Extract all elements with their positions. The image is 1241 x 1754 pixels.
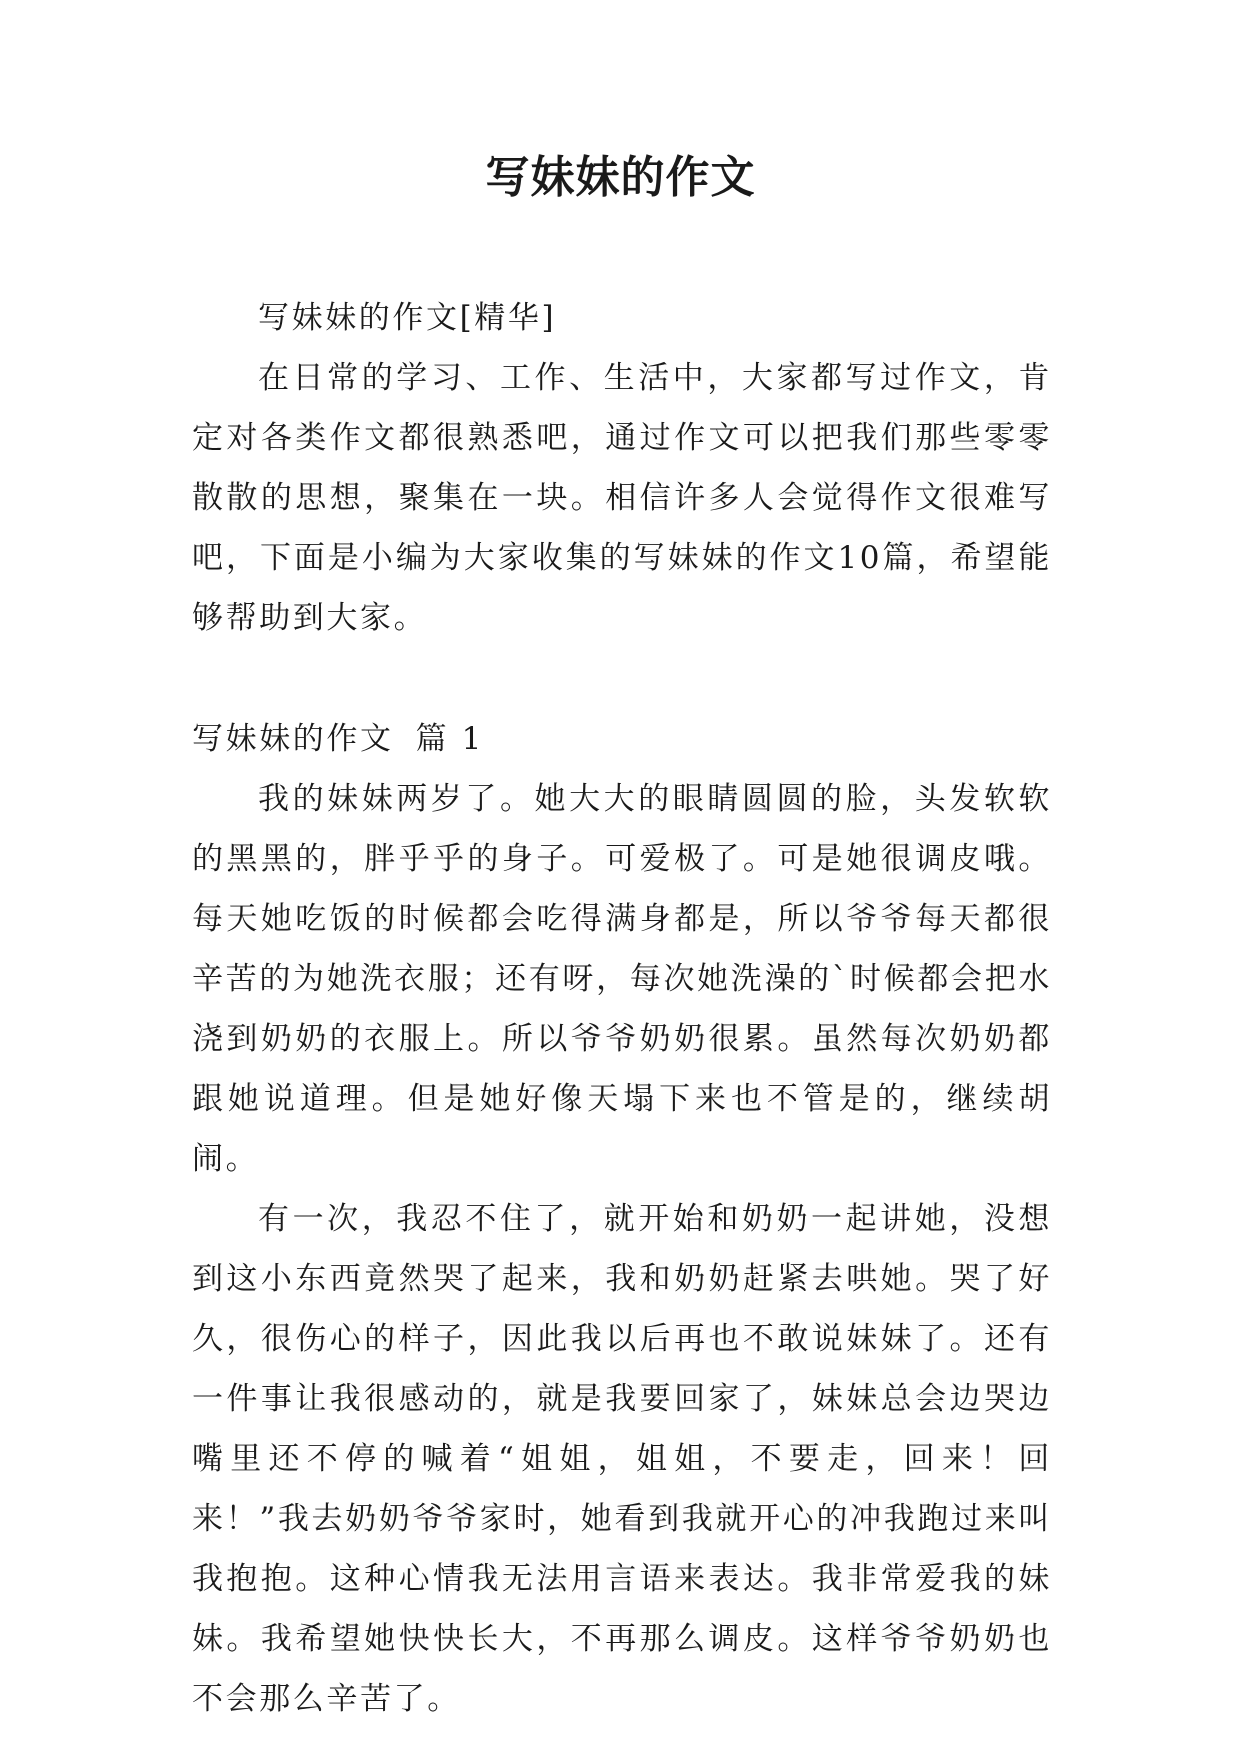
intro-paragraph: 在日常的学习、工作、生活中，大家都写过作文，肯定对各类作文都很熟悉吧，通过作文可以把我们那些零零散散的思想，聚集在一块。相信许多人会觉得作文很难写吧，下面是小编为大家收集的写妹妹的作文10篇，希望能够帮助到大家。 <box>192 360 1052 636</box>
section-heading <box>192 709 1052 769</box>
section-paragraph-2: 有一次，我忍不住了，就开始和奶奶一起讲她，没想到这小东西竟然哭了起来，我和奶奶赶紧去哄她。哭了好久，很伤心的样子，因此我以后再也不敢说妹妹了。还有一件事让我很感动的，就是我要回家了，妹妹总会边哭边嘴里还不停的喊着“姐姐，姐姐，不要走，回来！回来！”我去奶奶爷爷家时，她看到我就开心的冲我跑过来叫我抱抱。这种心情我无法用言语来表达。我非常爱我的妹妹。我希望她快快长大，不再那么调皮。这样爷爷奶奶也不会那么辛苦了。 <box>192 1201 1052 1717</box>
section-heading-title: 写妹妹的作文 <box>192 721 394 757</box>
document-body <box>192 288 1052 1729</box>
document-subtitle: 写妹妹的作文[精华] <box>258 300 557 336</box>
document-title: 写妹妹的作文 <box>485 152 756 203</box>
section-heading-label: 篇 1 <box>415 721 484 757</box>
section-paragraph-1: 我的妹妹两岁了。她大大的眼睛圆圆的脸，头发软软的黑黑的，胖乎乎的身子。可爱极了。可是她很调皮哦。每天她吃饭的时候都会吃得满身都是，所以爷爷每天都很辛苦的为她洗衣服；还有呀，每次她洗澡的`时候都会把水浇到奶奶的衣服上。所以爷爷奶奶很累。虽然每次奶奶都跟她说道理。但是她好像天塌下来也不管是的，继续胡闹。 <box>192 781 1052 1177</box>
